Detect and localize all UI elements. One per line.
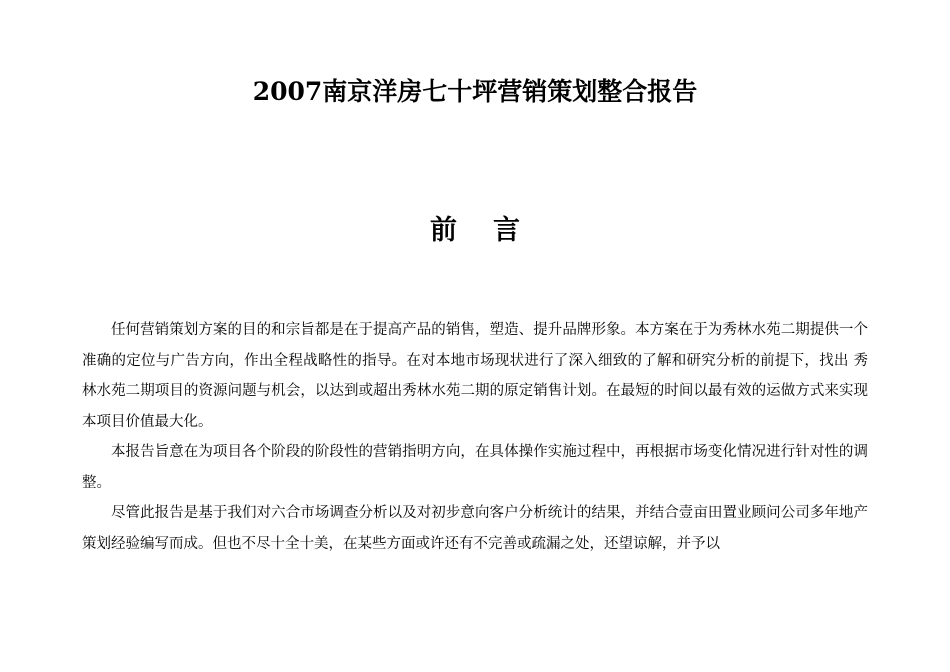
section-heading-char-1: 前 (430, 215, 457, 246)
paragraph-1: 任何营销策划方案的目的和宗旨都是在于提高产品的销售，塑造、提升品牌形象。本方案在于为秀林水苑二期提供一个准确的定位与广告方向，作出全程战略性的指导。在对本地市场现状进行了深入细致的了解和研究分析的前提下，找出 秀林水苑二期项目的资源问题与机会，以达到或超出秀林水苑二期的原定销售计划。在最短的时间以最有效的运做方式来实现本项目价值最大化。 (82, 322, 868, 430)
section-heading-char-2: 言 (493, 215, 520, 246)
paragraph-2: 本报告旨意在为项目各个阶段的阶段性的营销指明方向，在具体操作实施过程中，再根据市场变化情况进行针对性的调整。 (82, 444, 868, 491)
preface-body (82, 315, 868, 559)
document-title: 2007南京洋房七十坪营销策划整合报告 (252, 77, 698, 106)
paragraph-3: 尽管此报告是基于我们对六合市场调查分析以及对初步意向客户分析统计的结果，并结合壹亩田置业顾问公司多年地产策划经验编写而成。但也不尽十全十美，在某些方面或许还有不完善或疏漏之处，还望谅解，并予以 (82, 505, 868, 552)
section-heading-preface (0, 211, 950, 251)
